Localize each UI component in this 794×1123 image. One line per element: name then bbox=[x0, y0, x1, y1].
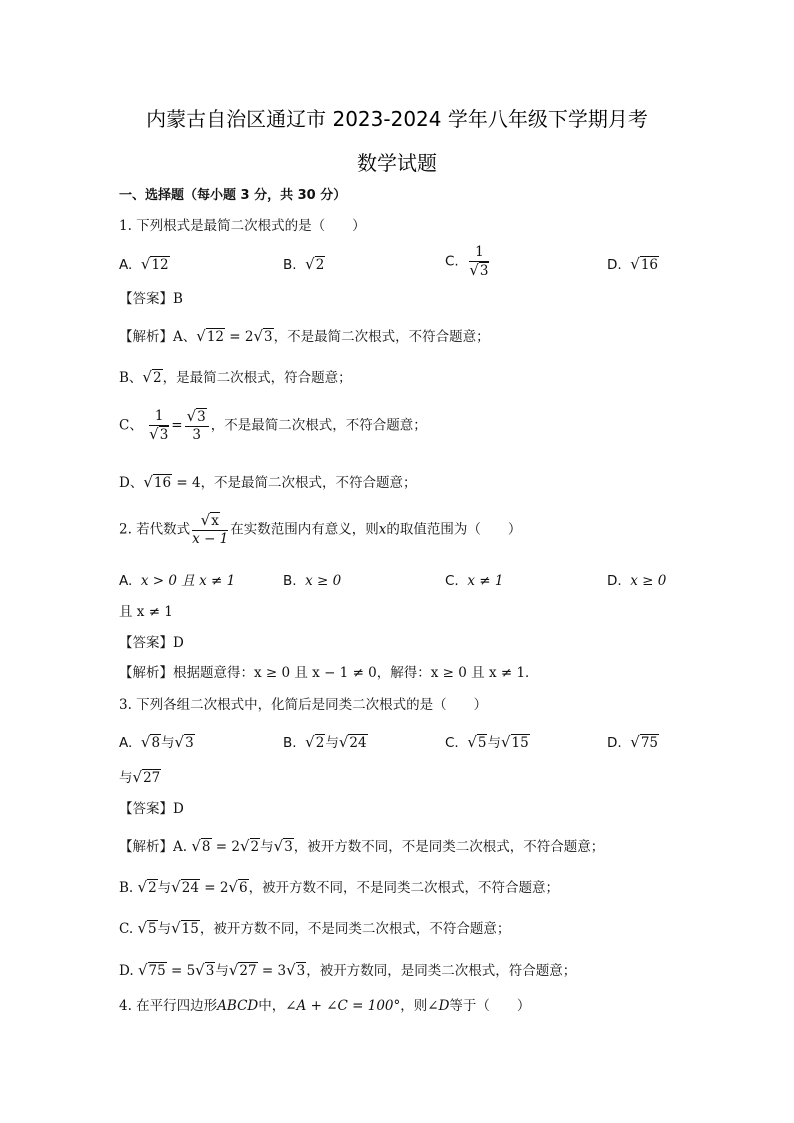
q1-explanation-b: B、√2，是最简二次根式，符合题意； bbox=[119, 368, 352, 386]
q1-option-a: A. √12 bbox=[119, 255, 169, 273]
q1-option-d: D. √16 bbox=[607, 255, 659, 273]
subject-title: 数学试题 bbox=[357, 151, 437, 175]
q3-option-c: C. √5与√15 bbox=[445, 733, 529, 751]
question-4-stem: 4. 在平行四边形ABCD中，∠A + ∠C = 100°，则∠D等于（ ） bbox=[119, 998, 531, 1014]
question-1-stem: 1. 下列根式是最简二次根式的是（ ） bbox=[119, 218, 366, 234]
q2-option-a: A. x > 0 且 x ≠ 1 bbox=[119, 573, 236, 589]
q3-explanation-b: B. √2与√24 = 2√6，被开方数不同，不是同类二次根式，不符合题意； bbox=[119, 878, 560, 896]
q2-answer: 【答案】D bbox=[119, 635, 184, 651]
q1-option-c: C. $\frac{1}{√3}$ bbox=[445, 244, 489, 279]
q3-explanation-d: D. √75 = 5√3与√27 = 3√3，被开方数同，是同类二次根式，符合题意； bbox=[119, 961, 577, 979]
q3-explanation-c: C. √5与√15，被开方数不同，不是同类二次根式，不符合题意； bbox=[119, 919, 511, 937]
question-2-stem: 2. 若代数式 $\frac{√x}{x - 1}$ 在实数范围内有意义，则x的取值范围为（ ） bbox=[119, 511, 522, 547]
q2-option-d-continued: 且 x ≠ 1 bbox=[119, 604, 173, 620]
section-heading: 一、选择题（每小题 3 分，共 30 分） bbox=[119, 188, 347, 203]
q1-option-b: B. √2 bbox=[283, 255, 325, 273]
document-title: 内蒙古自治区通辽市 2023-2024 学年八年级下学期月考 bbox=[146, 107, 648, 131]
q1-explanation-a: 【解析】A、√12 = 2√3，不是最简二次根式，不符合题意； bbox=[119, 327, 490, 345]
sqrt-12: √12 bbox=[140, 255, 169, 273]
q3-option-a: A. √8与√3 bbox=[119, 733, 194, 751]
question-3-stem: 3. 下列各组二次根式中，化简后是同类二次根式的是（ ） bbox=[119, 697, 488, 713]
q3-explanation-a: 【解析】A. √8 = 2√2与√3，被开方数不同，不是同类二次根式，不符合题意； bbox=[119, 837, 605, 855]
q1-explanation-c: C、 $\frac{1}{√3}$ = $\frac{√3}{3}$ ，不是最简二次根式，不符合题意； bbox=[119, 407, 427, 443]
q2-option-b: B. x ≥ 0 bbox=[283, 573, 342, 589]
q3-option-d: D. √75 bbox=[607, 733, 659, 751]
q3-option-b: B. √2与√24 bbox=[283, 733, 367, 751]
q3-option-d-continued: 与√27 bbox=[119, 768, 161, 786]
q3-answer: 【答案】D bbox=[119, 801, 184, 817]
q2-explanation: 【解析】根据题意得：x ≥ 0 且 x − 1 ≠ 0，解得：x ≥ 0 且 x ≠ 1． bbox=[119, 665, 539, 681]
q2-option-c: C. x ≠ 1 bbox=[445, 573, 504, 589]
q1-explanation-d: D、√16 = 4，不是最简二次根式，不符合题意； bbox=[119, 473, 417, 491]
q1-answer: 【答案】B bbox=[119, 291, 183, 307]
fraction: $\frac{1}{√3}$ bbox=[469, 244, 489, 279]
q2-option-d: D. x ≥ 0 bbox=[607, 573, 667, 589]
